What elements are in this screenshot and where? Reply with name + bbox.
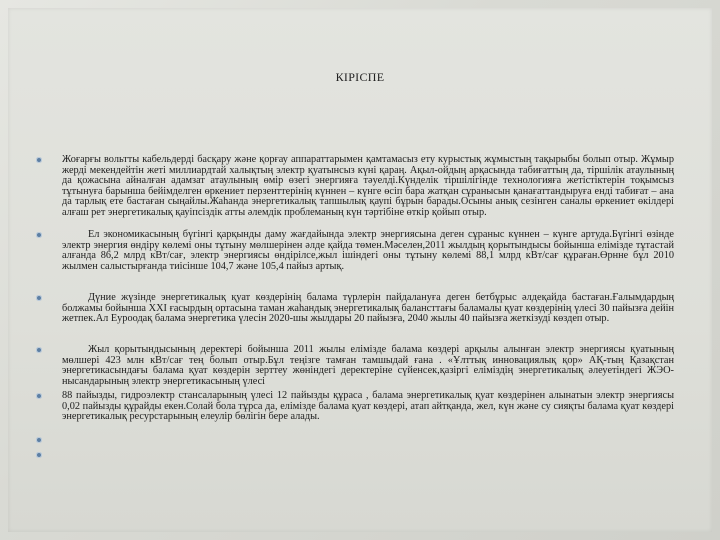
paragraph-2 <box>62 230 674 293</box>
text-body <box>62 155 674 423</box>
paragraph-5 <box>62 391 674 423</box>
bullet-icon <box>36 347 42 353</box>
paragraph-text: Дүние жүзінде энергетикалық қуат көздерінің балама түрлерін пайдалануға деген бетбұрыс әлдеқайда бастаған.Ғалымдардың болжамы бойынша XXI ғасырдың ортасына таман жаһандық энергетикалық балансттағы баламалы қуат көздерінің үлесі 30 пайызға дейін жетпек.Ал Еуроодақ баламa энергетика үлесін 2020-шы жылдары 20 пайызға, 2040 жылы 40 пайызға жеткізуді көздеп отыр. <box>62 292 674 325</box>
paragraph-4 <box>62 345 674 391</box>
bullet-icon <box>36 295 42 301</box>
paragraph-3 <box>62 293 674 345</box>
page-title: КІРІСПЕ <box>335 70 385 84</box>
paragraph-text: 88 пайызды, гидроэлектр стансаларының үлесі 12 пайызды құраса , балама энергетикалық қуат көздерінен алынатын электр энергиясы 0,02 пайызды құрайды екен.Солай бола тұрса да, елімізде балама қуат көздері, атап айтқанда, жел, күн және су сияқты балама қуат көздері энергетикалық ресурстарының елеулір бөлігін бере алады. <box>62 390 674 423</box>
paragraph-text: Ел экономикасының бүгінгі қарқынды даму жағдайында электр энергиясына деген сұраныс күннен – күнге артуда.Бүгінгі өзінде электр энергия өндіру көлемі оны тұтыну мөлшерінен әлде қайда төмен.Мәселен,2011 жылдың қорытындысы бойынша елімізде тұтастай алғанда 86,2 млрд кВт/сағ, электр энергиясы өндірілсе,жыл ішіндегі оны тұтыну көлемі 88,1 млрд кВт/сағ құраған.Өрнне бұл 2010 жылмен салыстырғанда тиісінше 104,7 және 105,4 пайыз артық. <box>62 229 674 272</box>
empty-bullet-icon <box>36 452 42 458</box>
empty-bullet-icon <box>36 437 42 443</box>
bullet-icon <box>36 157 42 163</box>
bullet-icon <box>36 393 42 399</box>
bullet-icon <box>36 232 42 238</box>
paragraph-text: Жоғарғы вольтты кабельдерді басқару және қорғау аппараттарымен қамтамасыз ету курыстық жұмыстың тақырыбы болып отыр. Жұмыр жерді мекендейтін жеті миллиардтай халықтың электр қуатынсыз күні қараң. Ақыл-ойдың арқасында табиғаттың да, тіршілік атаулының да қожасына айналған адамзат атаулының өмір өзегі энергияға тәуелді.Күнделік тіршілігінде технологияға жетістіктерін тоқымсыз тұтынуға барынша бейімделген өркениет перзенттерінің күннен – күнге өсіп бара жатқан сұранысын қанағаттандыруға енді табиғат – ана да тарлық ете бастаған сыңайлы.Жаһанда энергетикалық тапшылық қаупі бұрын барады.Осыны анық сезінген саналы өркениет өкілдері алғаш рет энергетикалық қауіпсіздік атты әлемдік проблеманың күн тәртібіне өткір қойып отыр. <box>62 154 674 218</box>
paragraph-1 <box>62 155 674 230</box>
paragraph-text: Жыл қорытындысының деректері бойынша 2011 жылы елімізде балама көздері арқылы алынған электр энергиясы қуатының мөлшері 423 млн кВт/сағ тең болып отыр.Бұл теңізге тамған тамшыдай ғана . «Ұлттық инновациялық қор» АҚ-тың Қазақстан энергетикасындағы балама қуат көздерін зерттеу жөніндегі деректеріне сүйенсек,қазіргі еліміздің энергетикалық әлеуетіндегі ЖЭО-нысандарының электр энергетикасының үлесі <box>62 344 674 387</box>
